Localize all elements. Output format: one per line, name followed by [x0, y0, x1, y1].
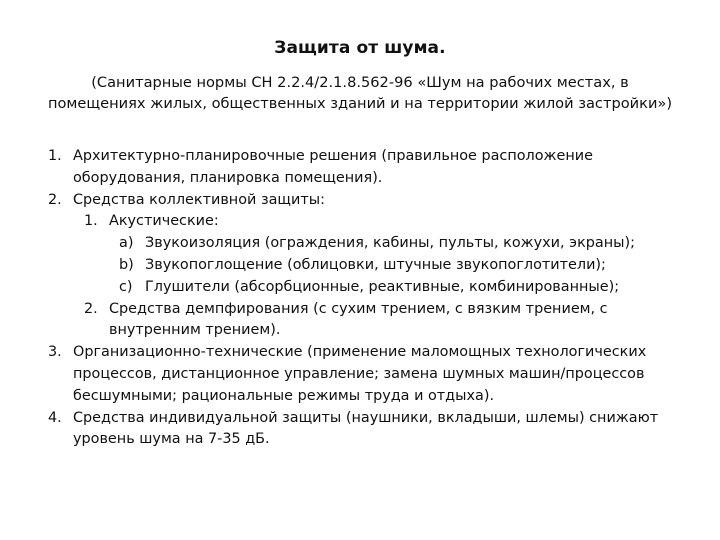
subtitle — [40, 72, 680, 114]
list-item — [0, 342, 720, 364]
list-item-text: Архитектурно-планировочные решения (правильное расположение — [73, 148, 593, 164]
sub-list-item — [0, 299, 720, 321]
list-marker: c) — [119, 278, 133, 295]
list-marker: 2. — [48, 191, 62, 208]
list-item — [0, 190, 720, 212]
list-item-text: Глушители (абсорбционные, реактивные, комбинированные); — [145, 278, 620, 295]
list-item-text: Средства коллективной защиты: — [73, 191, 325, 208]
list-item-text: Звукопоглощение (облицовки, штучные звукопоглотители); — [145, 256, 606, 273]
list-marker: 2. — [84, 300, 98, 317]
list-item-text: Средства индивидуальной защиты (наушники, вкладыши, шлемы) снижают — [73, 409, 659, 426]
list-item-text: Акустические: — [109, 213, 219, 230]
list-marker: 3. — [48, 344, 62, 361]
list-item-continuation — [0, 168, 720, 190]
list-marker: b) — [119, 256, 134, 273]
list-item-continuation — [0, 386, 720, 408]
list-item-text: Организационно-технические (применение маломощных технологических — [73, 344, 647, 361]
sub-list-item-continuation — [0, 320, 720, 342]
sub-sub-list-item — [0, 277, 720, 299]
list-item-continuation — [0, 364, 720, 386]
list-marker: a) — [119, 235, 134, 252]
sub-list-item — [0, 211, 720, 233]
list-item-continuation — [0, 429, 720, 451]
list-item — [0, 146, 720, 168]
page-title: Защита от шума. — [274, 38, 446, 58]
list-item — [0, 408, 720, 430]
list-item-text: бесшумными; рациональные режимы труда и отдыха). — [73, 387, 495, 404]
list-item-text: Средства демпфирования (с сухим трением, с вязким трением, с — [109, 300, 608, 317]
list-marker: 1. — [48, 148, 62, 164]
subtitle-line: помещениях жилых, общественных зданий и на территории жилой застройки») — [47, 95, 673, 112]
list-marker: 4. — [48, 409, 62, 426]
list-item-text: процессов, дистанционное управление; замена шумных машин/процессов — [73, 365, 645, 382]
list-marker: 1. — [84, 213, 98, 230]
sub-sub-list-item — [0, 233, 720, 255]
list-item-text: внутренним трением). — [109, 322, 281, 339]
list-item-text: оборудования, планировка помещения). — [73, 169, 383, 186]
list-item-text: уровень шума на 7-35 дБ. — [73, 431, 270, 448]
subtitle-line: (Санитарные нормы СН 2.2.4/2.1.8.562-96 «Шум на рабочих местах, в — [91, 74, 629, 91]
content-list — [0, 146, 720, 451]
sub-sub-list-item — [0, 255, 720, 277]
list-item-text: Звукоизоляция (ограждения, кабины, пульты, кожухи, экраны); — [145, 235, 635, 252]
